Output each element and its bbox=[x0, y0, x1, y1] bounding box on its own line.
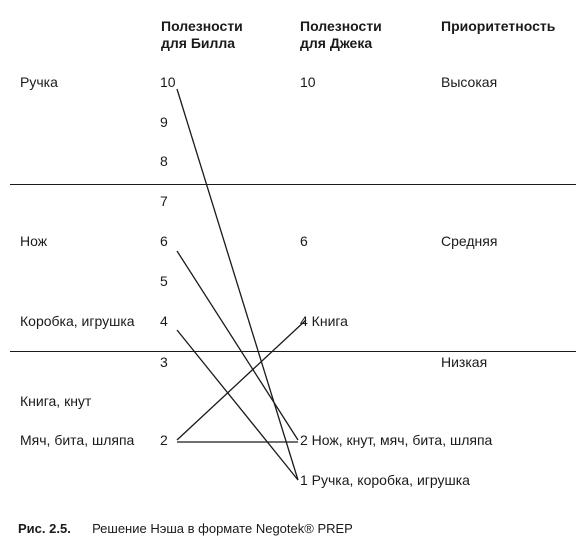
jack-value-2: 2 Нож, кнут, мяч, бита, шляпа bbox=[300, 432, 493, 448]
bill-value-4: 4 bbox=[160, 313, 168, 329]
jack-value-10: 10 bbox=[300, 74, 316, 90]
row-label-ball-bat-hat: Мяч, бита, шляпа bbox=[20, 432, 135, 448]
bill-value-6: 6 bbox=[160, 233, 168, 249]
jack-value-1: 1 Ручка, коробка, игрушка bbox=[300, 472, 470, 488]
figure-caption bbox=[18, 520, 353, 537]
caption-text: Решение Нэша в формате Negotek® PREP bbox=[92, 521, 353, 536]
header-jack-line1: Полезности bbox=[300, 18, 382, 34]
header-bill-line1: Полезности bbox=[161, 18, 243, 34]
jack-value-6: 6 bbox=[300, 233, 308, 249]
row-label-knife: Нож bbox=[20, 233, 48, 249]
header-jack-line2: для Джека bbox=[300, 35, 373, 51]
priority-medium: Средняя bbox=[441, 233, 498, 249]
priority-high: Высокая bbox=[441, 74, 498, 90]
jack-value-4: 4 Книга bbox=[300, 313, 348, 329]
header-bill-line2: для Билла bbox=[161, 35, 236, 51]
bill-value-9: 9 bbox=[160, 114, 168, 130]
caption-label: Рис. 2.5. bbox=[18, 521, 71, 536]
bill-value-10: 10 bbox=[160, 74, 176, 90]
bill-value-5: 5 bbox=[160, 273, 168, 289]
bill-value-8: 8 bbox=[160, 153, 168, 169]
row-label-box-toy: Коробка, игрушка bbox=[20, 313, 135, 329]
header-priority: Приоритетность bbox=[441, 18, 556, 34]
priority-low: Низкая bbox=[441, 354, 488, 370]
line-box-toy bbox=[177, 330, 298, 480]
bill-value-7: 7 bbox=[160, 193, 168, 209]
row-label-pen: Ручка bbox=[20, 74, 58, 90]
bill-value-3: 3 bbox=[160, 354, 168, 370]
bill-value-2: 2 bbox=[160, 432, 168, 448]
line-knife bbox=[177, 251, 298, 440]
row-label-book-whip: Книга, кнут bbox=[20, 393, 92, 409]
line-pen bbox=[177, 89, 298, 480]
